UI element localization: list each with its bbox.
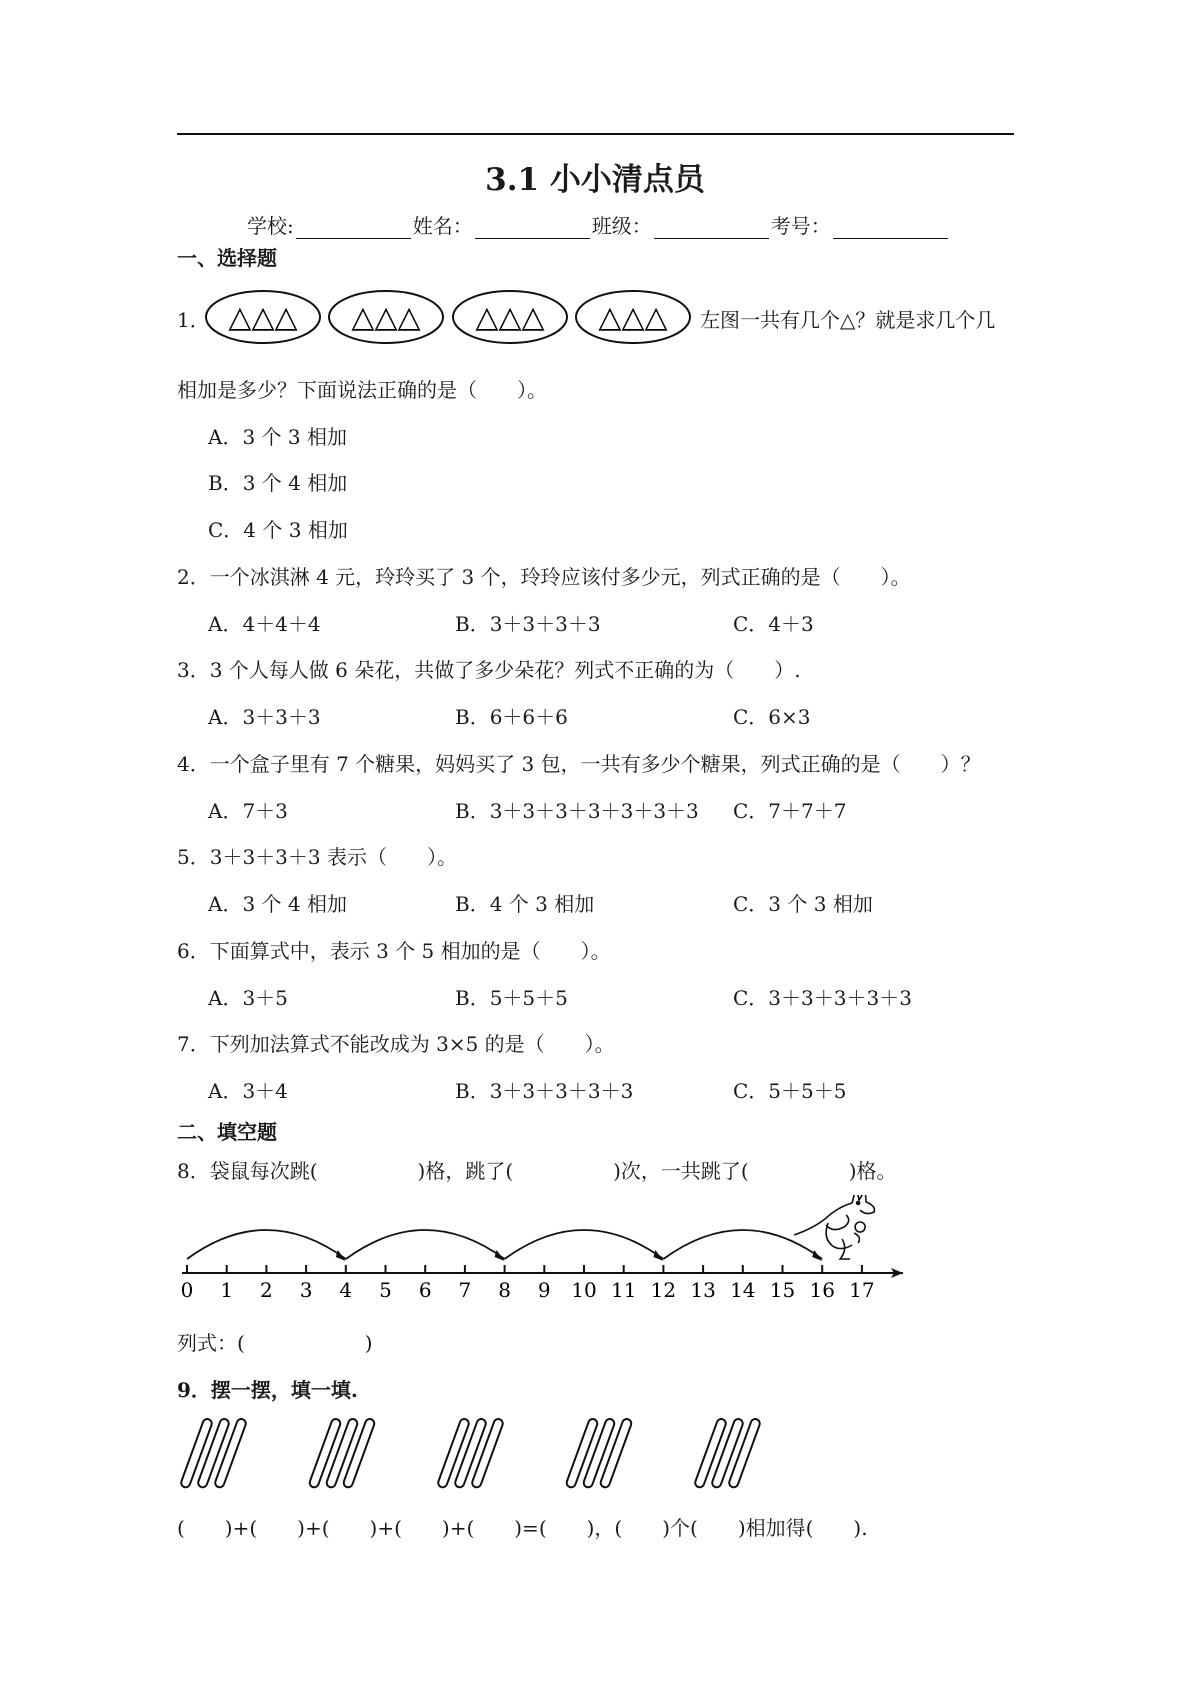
q5-text: 5．3＋3＋3＋3 表示（ ）。 xyxy=(177,845,457,869)
jump-arrow-icon xyxy=(336,1250,346,1261)
jump-arrow-icon xyxy=(653,1250,663,1261)
q3-option-b[interactable]: B．6＋6＋6 xyxy=(455,705,568,729)
number-line-tick-label: 10 xyxy=(571,1278,597,1302)
stick-group xyxy=(565,1418,632,1489)
stick-group xyxy=(180,1418,247,1489)
q5-option-b[interactable]: B．4 个 3 相加 xyxy=(455,892,595,916)
q8-formula: 列式：( ) xyxy=(177,1331,373,1355)
stick-group xyxy=(694,1418,761,1489)
class-label: 班级： xyxy=(591,214,652,238)
number-line-tick-label: 0 xyxy=(180,1278,194,1302)
q6-option-c[interactable]: C．3＋3＋3＋3＋3 xyxy=(733,986,912,1010)
q9-formula: ( )+( )+( )+( )+( )=( )，( )个( )相加得( ). xyxy=(177,1516,868,1540)
triangle-group-glyphs: △△△ xyxy=(598,300,668,335)
q7-option-c[interactable]: C．5＋5＋5 xyxy=(733,1079,847,1103)
triangle-group-glyphs: △△△ xyxy=(475,300,545,335)
number-line-tick-label: 5 xyxy=(379,1278,392,1302)
student-info-line xyxy=(247,210,950,239)
q4-option-b[interactable]: B．3＋3＋3＋3＋3＋3＋3 xyxy=(455,799,699,823)
jump-arc xyxy=(505,1230,664,1259)
number-line-tick-label: 3 xyxy=(299,1278,313,1302)
number-line-tick-label: 13 xyxy=(690,1278,716,1302)
triangle-group-2 xyxy=(329,291,443,343)
page-title: 3.1 小小清点员 xyxy=(485,162,705,198)
triangle-group-4 xyxy=(576,291,690,343)
sticks-figure xyxy=(170,1415,770,1499)
q5-option-a[interactable]: A．3 个 4 相加 xyxy=(208,892,347,916)
q7-option-b[interactable]: B．3＋3＋3＋3＋3 xyxy=(455,1079,634,1103)
name-blank[interactable] xyxy=(475,218,590,239)
q3-option-a[interactable]: A．3＋3＋3 xyxy=(208,705,321,729)
q9-text: 9．摆一摆，填一填. xyxy=(177,1378,358,1402)
q2-option-c[interactable]: C．4＋3 xyxy=(733,612,814,636)
jump-arc xyxy=(663,1230,822,1259)
q3-option-c[interactable]: C．6×3 xyxy=(733,705,811,729)
q7-text: 7．下列加法算式不能改成为 3×5 的是（ ）。 xyxy=(177,1032,615,1056)
number-line-tick-label: 6 xyxy=(418,1278,432,1302)
q1-number: 1． xyxy=(177,308,210,332)
q6-option-b[interactable]: B．5＋5＋5 xyxy=(455,986,568,1010)
q4-option-a[interactable]: A．7＋3 xyxy=(208,799,288,823)
class-blank[interactable] xyxy=(654,218,769,239)
triangle-group-glyphs: △△△ xyxy=(351,300,421,335)
number-line-tick-label: 2 xyxy=(260,1278,273,1302)
number-line-tick-label: 14 xyxy=(730,1278,756,1302)
q4-text: 4．一个盒子里有 7 个糖果，妈妈买了 3 包，一共有多少个糖果，列式正确的是（ ）？ xyxy=(177,752,981,776)
jump-arrow-icon xyxy=(812,1250,822,1261)
q6-text: 6．下面算式中，表示 3 个 5 相加的是（ ）。 xyxy=(177,939,611,963)
number-line-tick-label: 15 xyxy=(769,1278,796,1302)
q1-text-b: 相加是多少？下面说法正确的是（ ）。 xyxy=(177,378,547,402)
jump-arrow-icon xyxy=(495,1250,505,1261)
q8-text: 8．袋鼠每次跳( )格，跳了( )次，一共跳了( )格。 xyxy=(177,1159,897,1183)
number-line-tick-label: 7 xyxy=(458,1278,472,1302)
number-line-tick-label: 11 xyxy=(610,1278,637,1302)
stick-group xyxy=(308,1418,375,1489)
q1-figure xyxy=(205,288,695,350)
q1-option-c[interactable]: C．4 个 3 相加 xyxy=(208,518,348,542)
triangle-group-glyphs: △△△ xyxy=(228,300,298,335)
triangle-group-3 xyxy=(453,291,567,343)
name-label: 姓名： xyxy=(412,214,473,238)
jump-arc xyxy=(187,1230,346,1259)
triangle-group-1 xyxy=(206,291,320,343)
exam-no-label: 考号： xyxy=(770,214,831,238)
jump-arc xyxy=(346,1230,505,1259)
school-label: 学校: xyxy=(247,214,294,238)
number-line-tick-label: 8 xyxy=(498,1278,511,1302)
section-fill-heading: 二、填空题 xyxy=(177,1120,277,1144)
q7-option-a[interactable]: A．3＋4 xyxy=(208,1079,288,1103)
number-line-tick-label: 9 xyxy=(537,1278,551,1302)
header-rule xyxy=(177,133,1014,135)
section-choice-heading: 一、选择题 xyxy=(177,246,277,270)
q6-option-a[interactable]: A．3＋5 xyxy=(208,986,288,1010)
q4-option-c[interactable]: C．7＋7＋7 xyxy=(733,799,847,823)
number-line-tick-label: 16 xyxy=(809,1278,835,1302)
number-line-tick-label: 17 xyxy=(849,1278,875,1302)
q1-text-a: 左图一共有几个△？就是求几个几 xyxy=(700,308,996,332)
stick-group xyxy=(437,1418,504,1489)
number-line-tick-label: 12 xyxy=(650,1278,677,1302)
q2-option-b[interactable]: B．3＋3＋3＋3 xyxy=(455,612,601,636)
number-line-figure xyxy=(170,1195,920,1314)
q2-text: 2．一个冰淇淋 4 元，玲玲买了 3 个，玲玲应该付多少元，列式正确的是（ ）。 xyxy=(177,565,911,589)
q3-text: 3．3 个人每人做 6 朵花，共做了多少朵花？列式不正确的为（ ）. xyxy=(177,658,801,682)
q1-option-a[interactable]: A．3 个 3 相加 xyxy=(208,425,347,449)
number-line-tick-label: 1 xyxy=(220,1278,234,1302)
exam-no-blank[interactable] xyxy=(833,218,948,239)
q1-option-b[interactable]: B．3 个 4 相加 xyxy=(208,471,348,495)
school-blank[interactable] xyxy=(296,218,411,239)
q2-option-a[interactable]: A．4＋4＋4 xyxy=(208,612,321,636)
q5-option-c[interactable]: C．3 个 3 相加 xyxy=(733,892,873,916)
number-line-tick-label: 4 xyxy=(339,1278,353,1302)
